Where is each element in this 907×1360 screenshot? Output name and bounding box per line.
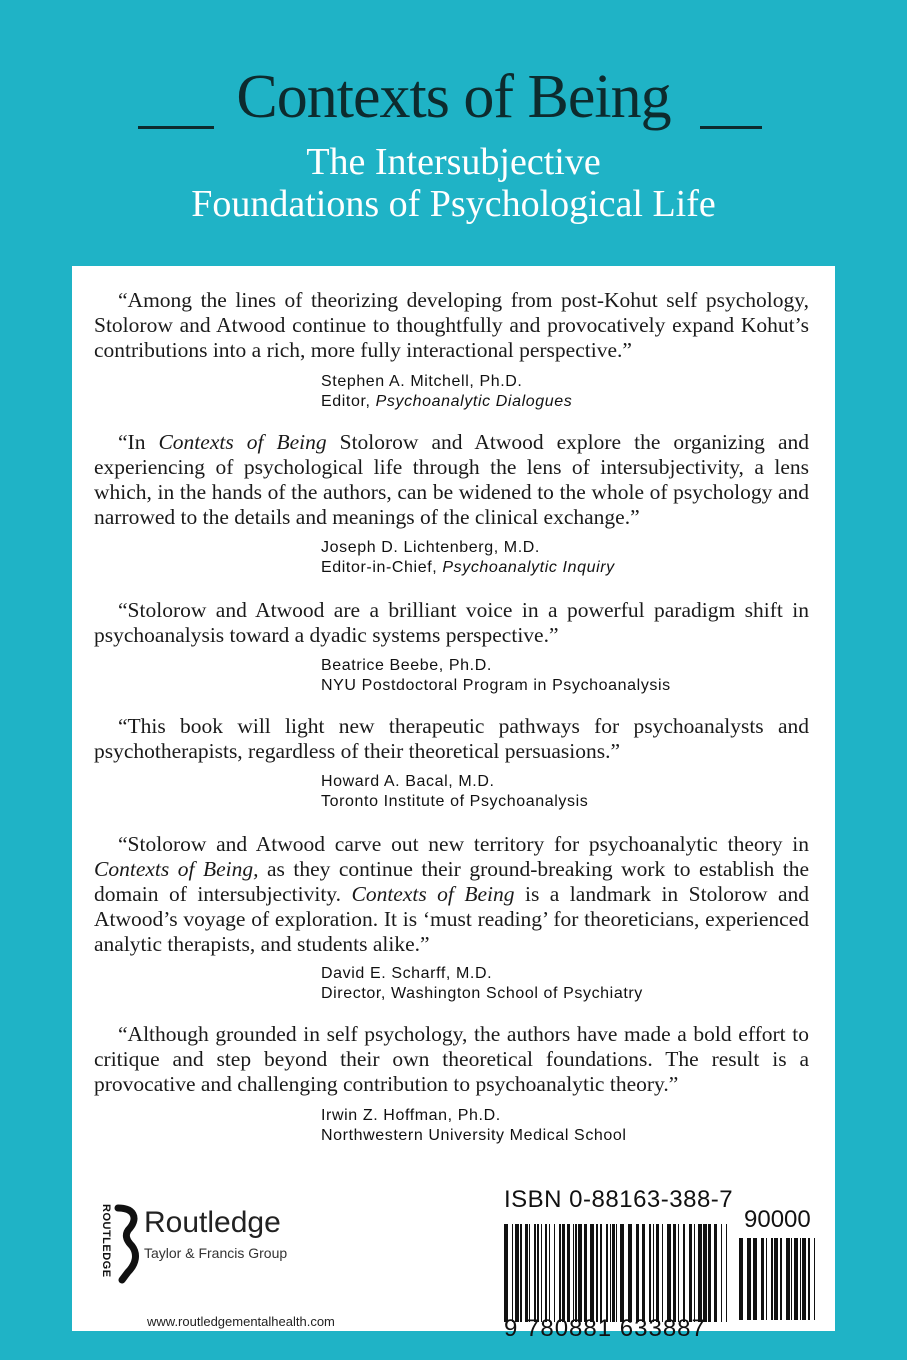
endorser-role: Director, Washington School of Psychiatry bbox=[321, 985, 643, 1002]
endorsement-attribution-3 bbox=[321, 656, 801, 696]
barcode-bar bbox=[794, 1238, 798, 1320]
endorsement-quote-2: “In Contexts of Being Stolorow and Atwood explore the organizing and experiencing of psychological life through the lens of intersubjectivity, a lens which, in the hands of the authors, can be widened to the whole of psychology and narrowed to the details and meanings of the clinical exchange.” bbox=[94, 430, 809, 529]
barcode-bar bbox=[753, 1238, 757, 1320]
barcode-bar bbox=[683, 1224, 685, 1322]
barcode-bar bbox=[771, 1238, 773, 1320]
endorsements-panel bbox=[72, 266, 835, 1342]
subtitle-line-2: Foundations of Psychological Life bbox=[191, 183, 716, 225]
barcode-bar bbox=[520, 1224, 522, 1322]
routledge-r-icon bbox=[114, 1204, 142, 1284]
barcode-bar bbox=[714, 1224, 717, 1322]
endorsement-quote-6: “Although grounded in self psychology, the authors have made a bold effort to critique and step beyond their own theoretical foundations. The result is a provocative and challenging contribution to psychoanalytic theory.” bbox=[94, 1022, 809, 1096]
title-rule-right bbox=[700, 126, 762, 129]
barcode-bar bbox=[703, 1224, 707, 1322]
publisher-name: Routledge bbox=[144, 1206, 281, 1239]
addon-barcode bbox=[739, 1238, 815, 1320]
barcode-bar bbox=[529, 1224, 530, 1322]
endorser-name: Beatrice Beebe, Ph.D. bbox=[321, 657, 492, 674]
barcode-bar bbox=[537, 1224, 539, 1322]
barcode-bar bbox=[545, 1224, 547, 1322]
barcode-bar bbox=[780, 1238, 782, 1320]
barcode-bar bbox=[642, 1224, 645, 1322]
barcode-bar bbox=[766, 1238, 767, 1320]
barcode-bar bbox=[739, 1238, 743, 1320]
barcode-bar bbox=[559, 1224, 561, 1322]
barcode-bar bbox=[649, 1224, 651, 1322]
endorsement-attribution-5 bbox=[321, 964, 801, 1004]
barcode-bar bbox=[814, 1238, 815, 1320]
barcode-bar bbox=[747, 1238, 751, 1320]
endorsement-quote-5: “Stolorow and Atwood carve out new territory for psychoanalytic theory in Contexts of Being, as they continue their ground-breaking work to establish the domain of intersubjectivity. Contexts of Being is a landmark in Stolorow and Atwood’s voyage of exploration. It is ‘must reading’ for theoreticians, experienced analytic therapists, and students alike.” bbox=[94, 832, 809, 956]
barcode-bar bbox=[584, 1224, 587, 1322]
subtitle-line-1: The Intersubjective bbox=[306, 141, 601, 183]
barcode-bar bbox=[694, 1224, 695, 1322]
price-addon-number: 90000 bbox=[744, 1206, 811, 1233]
endorser-name: Stephen A. Mitchell, Ph.D. bbox=[321, 373, 523, 390]
barcode-bar bbox=[596, 1224, 598, 1322]
barcode-bar bbox=[667, 1224, 671, 1322]
endorsement-attribution-6 bbox=[321, 1106, 801, 1146]
barcode-bar bbox=[726, 1224, 727, 1322]
endorsement-attribution-4 bbox=[321, 772, 801, 812]
endorser-name: Howard A. Bacal, M.D. bbox=[321, 773, 495, 790]
barcode-bar bbox=[628, 1224, 632, 1322]
ean-barcode bbox=[504, 1224, 729, 1322]
barcode-bar bbox=[567, 1224, 570, 1322]
endorsement-attribution-1 bbox=[321, 372, 801, 412]
barcode-bar bbox=[515, 1224, 519, 1322]
barcode-bar bbox=[616, 1224, 617, 1322]
barcode-bar bbox=[541, 1224, 542, 1322]
barcode-bar bbox=[656, 1224, 659, 1322]
publisher-logo bbox=[86, 1204, 366, 1314]
endorser-role: Editor-in-Chief, Psychoanalytic Inquiry bbox=[321, 559, 615, 576]
barcode-bar bbox=[698, 1224, 702, 1322]
barcode-bar bbox=[554, 1224, 555, 1322]
barcode-bar bbox=[786, 1238, 790, 1320]
barcode-bar bbox=[610, 1224, 611, 1322]
barcode-bar bbox=[708, 1224, 711, 1322]
barcode-bar bbox=[653, 1224, 654, 1322]
barcode-bar bbox=[562, 1224, 565, 1322]
publisher-website: www.routledgementalhealth.com bbox=[147, 1314, 335, 1329]
endorsement-quote-4: “This book will light new therapeutic pathways for psychoanalysts and psychotherapists, regardless of their theoretical persuasions.” bbox=[94, 714, 809, 763]
barcode-bar bbox=[512, 1224, 513, 1322]
barcode-bar bbox=[636, 1224, 639, 1322]
barcode-bar bbox=[549, 1224, 550, 1322]
barcode-bar bbox=[791, 1238, 792, 1320]
barcode-bar bbox=[575, 1224, 577, 1322]
barcode-bar bbox=[721, 1224, 722, 1322]
barcode-bar bbox=[578, 1224, 582, 1322]
book-title: Contexts of Being bbox=[236, 63, 671, 131]
ean-digits: 9 780881 633887 bbox=[504, 1315, 706, 1342]
endorser-name: David E. Scharff, M.D. bbox=[321, 965, 493, 982]
barcode-bar bbox=[600, 1224, 602, 1322]
endorsement-attribution-2 bbox=[321, 538, 801, 578]
barcode-bar bbox=[612, 1224, 615, 1322]
barcode-bar bbox=[504, 1224, 508, 1322]
barcode-bar bbox=[534, 1224, 536, 1322]
barcode-bar bbox=[800, 1238, 801, 1320]
barcode-bar bbox=[761, 1238, 764, 1320]
endorsement-quote-3: “Stolorow and Atwood are a brilliant voice in a powerful paradigm shift in psychoanalysis toward a dyadic systems perspective.” bbox=[94, 598, 809, 647]
publisher-vertical-label: ROUTLEDGE bbox=[100, 1204, 112, 1278]
barcode-bar bbox=[808, 1238, 810, 1320]
endorser-role: Toronto Institute of Psychoanalysis bbox=[321, 793, 589, 810]
publisher-group: Taylor & Francis Group bbox=[144, 1245, 288, 1261]
barcode-bar bbox=[774, 1238, 778, 1320]
endorser-role: NYU Postdoctoral Program in Psychoanalysis bbox=[321, 677, 671, 694]
barcode-bar bbox=[573, 1224, 574, 1322]
endorsement-quote-1: “Among the lines of theorizing developing from post-Kohut self psychology, Stolorow and Atwood continue to thoughtfully and provocatively expand Kohut’s contributions into a rich, more fully interactional perspective.” bbox=[94, 288, 809, 362]
barcode-bar bbox=[689, 1224, 692, 1322]
barcode-bar bbox=[606, 1224, 608, 1322]
barcode-bar bbox=[525, 1224, 528, 1322]
title-rule-left bbox=[138, 126, 214, 129]
endorser-name: Joseph D. Lichtenberg, M.D. bbox=[321, 539, 540, 556]
endorser-role: Northwestern University Medical School bbox=[321, 1127, 627, 1144]
endorser-role: Editor, Psychoanalytic Dialogues bbox=[321, 393, 573, 410]
barcode-bar bbox=[802, 1238, 806, 1320]
barcode-bar bbox=[620, 1224, 624, 1322]
barcode-bar bbox=[662, 1224, 663, 1322]
endorser-name: Irwin Z. Hoffman, Ph.D. bbox=[321, 1107, 501, 1124]
barcode-bar bbox=[673, 1224, 676, 1322]
isbn-label: ISBN 0-88163-388-7 bbox=[504, 1186, 734, 1213]
barcode-bar bbox=[678, 1224, 679, 1322]
barcode-bar bbox=[590, 1224, 594, 1322]
